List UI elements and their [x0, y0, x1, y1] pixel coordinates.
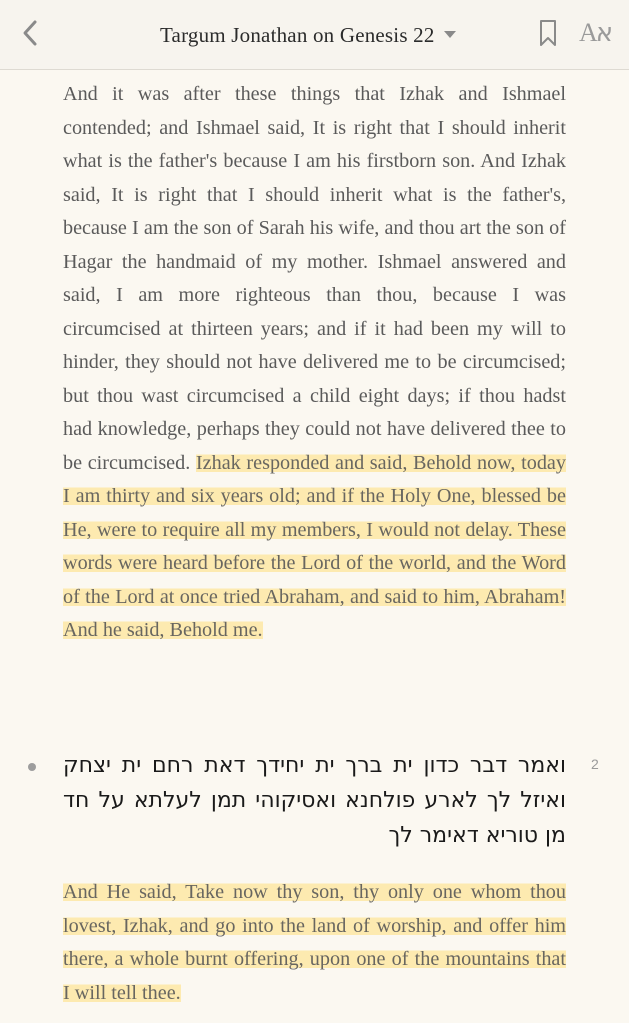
language-toggle-button[interactable]: [579, 17, 619, 49]
top-bar: [0, 0, 629, 70]
translation-segment-2[interactable]: [63, 876, 566, 1010]
bookmark-button[interactable]: [539, 19, 557, 47]
latin-letter-icon: A: [579, 18, 598, 47]
hebrew-segment-2[interactable]: ואמר דבר כדון ית ברך ית יחידך דאת רחם ית יצחק ואיזל לך לארע פולחנא ואסיקוהי תמן לעלתא על חד מן טוריא דאימר לך: [63, 753, 566, 848]
hebrew-letter-icon: א: [595, 18, 614, 48]
chevron-left-icon: [18, 18, 44, 48]
segment-number: 2: [591, 756, 599, 772]
back-button[interactable]: [18, 18, 44, 48]
translation-text: And it was after these things that Izhak and Ishmael contended; and Ishmael said, It is right that I should inherit what is the father's because I am his firstborn son. And Izhak said, It is right that I should inherit what is the father's, because I am the son of Sarah his wife, and thou art the son of Hagar the handmaid of my mother. Ishmael answered and said, I am more righteous than thou, because I was circumcised at thirteen years; and if it had been my will to hinder, they should not have delivered me to be circumcised; but thou wast circumcised a child eight days; if thou hadst had knowledge, perhaps they could not have delivered thee to be circumcised.: [63, 83, 566, 474]
title-dropdown[interactable]: [160, 20, 456, 50]
segment-marker-dot: [28, 763, 36, 771]
caret-down-icon: [444, 31, 456, 39]
highlighted-text: And He said, Take now thy son, thy only one whom thou lovest, Izhak, and go into the land of worship, and offer him there, a whole burnt offering, upon one of the mountains that I will tell thee.: [63, 881, 566, 1004]
highlighted-text: Izhak responded and said, Behold now, today I am thirty and six years old; and if the Holy One, blessed be He, were to require all my members, I would not delay. These words were heard before the Lord of the world, and the Word of the Lord at once tried Abraham, and said to him, Abraham! And he said, Behold me.: [63, 451, 566, 641]
bookmark-icon: [539, 19, 557, 47]
translation-segment-1[interactable]: [63, 78, 566, 648]
page-title: Targum Jonathan on Genesis 22: [160, 22, 435, 47]
